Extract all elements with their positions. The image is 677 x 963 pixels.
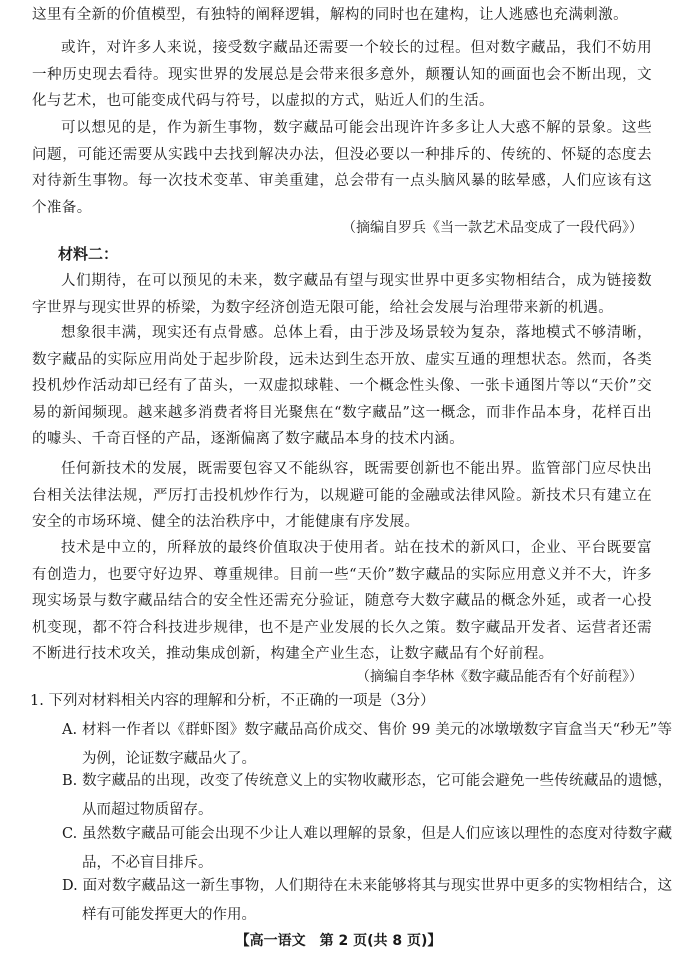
option-b: B. 数字藏品的出现，改变了传统意义上的实物收藏形态，它可能会避免一些传统藏品的遗憾，从而超过物质留存。 xyxy=(62,773,672,818)
material-two-heading: 材料二： xyxy=(58,245,119,263)
material-one-paragraph-1: 这里有全新的价值模型，有独特的阐释逻辑，解构的同时也在建构，让人逃感也充满刺激。 xyxy=(32,7,628,23)
option-d: D. 面对数字藏品这一新生事物，人们期待在未来能够将其与现实世界中更多的实物相结合，这样有可能发挥更大的作用。 xyxy=(62,878,672,923)
option-a: A. 材料一作者以《群虾图》数字藏品高价成交、售价 99 美元的冰墩墩数字盲盒当天“秒无”等为例，论证数字藏品火了。 xyxy=(62,722,672,767)
page-footer: 【高一语文 第 2 页(共 8 页)】 xyxy=(235,933,442,949)
material-two-source: （摘编自李华林《数字藏品能否有个好前程》） xyxy=(356,669,643,685)
material-one-paragraph-3: 可以想见的是，作为新生事物，数字藏品可能会出现许许多多让人大惑不解的景象。这些问题，可能还需要从实践中去找到解决办法，但没必要以一种排斥的、传统的、怀疑的态度去对待新生事物。每一次技术变革、审美重建，总会带有一点头脑风暴的眩晕感，人们应该有这个准备。 xyxy=(32,120,652,216)
material-one-source: （摘编自罗兵《当一款艺术品变成了一段代码》） xyxy=(342,220,643,236)
question-stem: 1. 下列对材料相关内容的理解和分析，不正确的一项是（3分） xyxy=(30,693,435,709)
material-one-paragraph-2: 或许，对许多人来说，接受数字藏品还需要一个较长的过程。但对数字藏品，我们不妨用一种历史现去看待。现实世界的发展总是会带来很多意外，颠覆认知的画面也会不断出现，文化与艺术，也可能变成代码与符号，以虚拟的方式，贴近人们的生活。 xyxy=(32,40,652,110)
material-two-paragraph-4: 技术是中立的，所释放的最终价值取决于使用者。站在技术的新风口，企业、平台既要富有创造力，也要守好边界、尊重规律。目前一些“天价”数字藏品的实际应用意义并不大，许多现实场景与数字藏品结合的安全性还需充分验证，随意夸大数字藏品的概念外延，或者一心投机变现，都不符合科技进步规律，也不是产业发展的长久之策。数字藏品开发者、运营者还需不断进行技术攻关，推动集成创新，构建全产业生态，让数字藏品有个好前程。 xyxy=(32,540,652,663)
option-c: C. 虽然数字藏品可能会出现不少让人难以理解的景象，但是人们应该以理性的态度对待数字藏品，不必盲目排斥。 xyxy=(62,826,672,871)
material-two-paragraph-1: 人们期待，在可以预见的未来，数字藏品有望与现实世界中更多实物相结合，成为链接数字世界与现实世界的桥梁，为数字经济创造无限可能，给社会发展与治理带来新的机遇。 xyxy=(32,273,652,316)
material-two-paragraph-2: 想象很丰满，现实还有点骨感。总体上看，由于涉及场景较为复杂，落地模式不够清晰，数字藏品的实际应用尚处于起步阶段，远未达到生态开放、虚实互通的理想状态。然而，各类投机炒作活动却已经有了苗头，一双虚拟球鞋、一个概念性头像、一张卡通图片等以“天价”交易的新闻频现。越来越多消费者将目光聚焦在“数字藏品”这一概念，而非作品本身，花样百出的噱头、千奇百怪的产品，逐渐偏离了数字藏品本身的技术内涵。 xyxy=(32,325,652,448)
material-two-paragraph-3: 任何新技术的发展，既需要包容又不能纵容，既需要创新也不能出界。监管部门应尽快出台相关法律法规，严厉打击投机炒作行为，以规避可能的金融或法律风险。新技术只有建立在安全的市场环境、健全的法治秩序中，才能健康有序发展。 xyxy=(32,461,652,531)
